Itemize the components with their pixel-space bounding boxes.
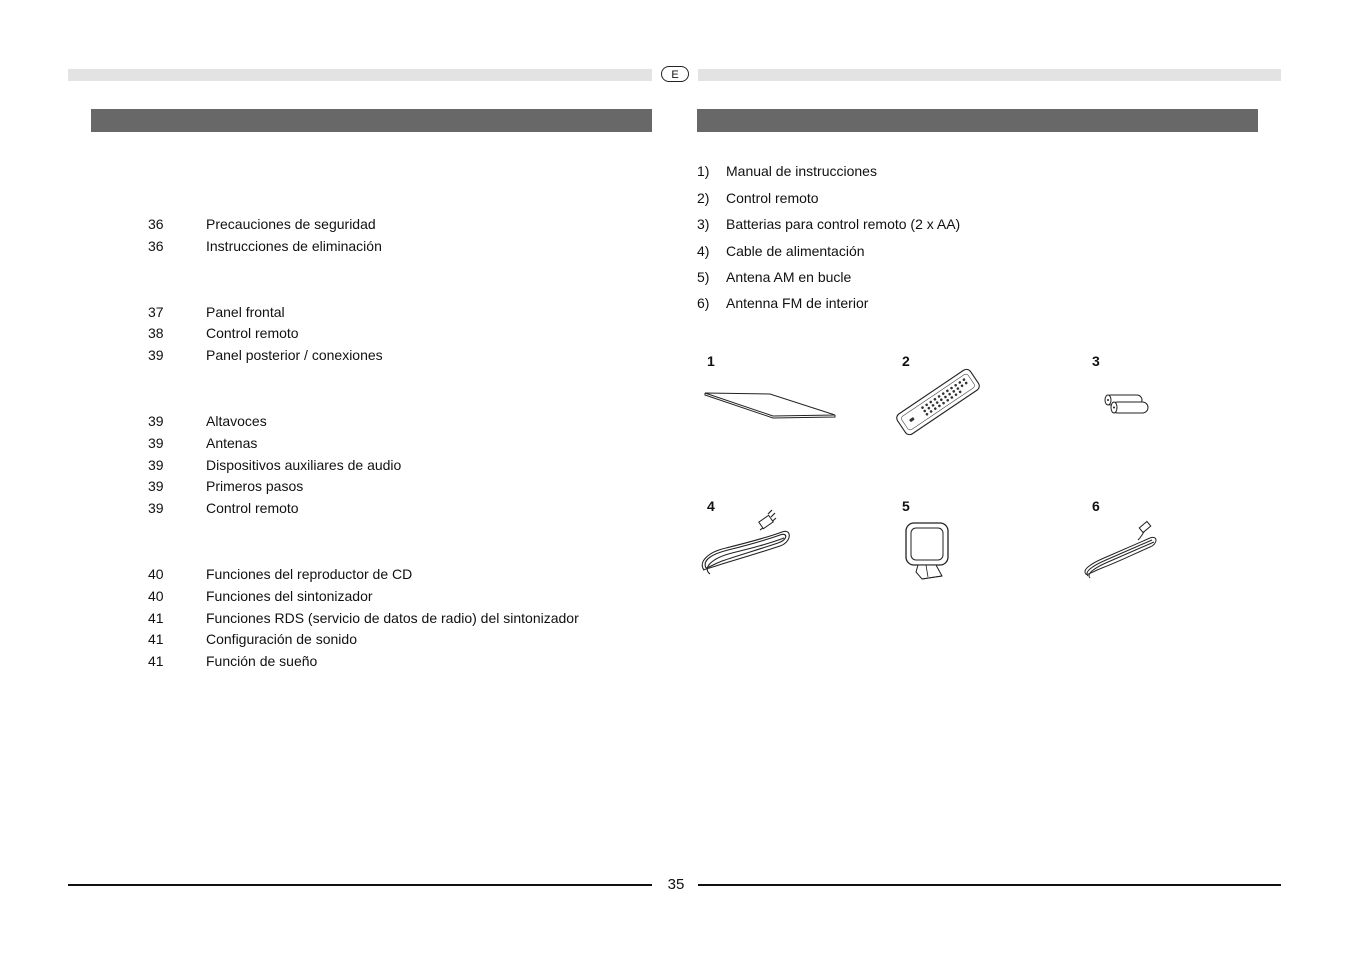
toc-title: Control remoto bbox=[206, 325, 299, 341]
toc-page: 38 bbox=[148, 325, 164, 341]
toc-page: 40 bbox=[148, 588, 164, 604]
item-label: Batterias para control remoto (2 x AA) bbox=[726, 216, 961, 232]
toc-title: Configuración de sonido bbox=[206, 631, 357, 647]
header-bar-right bbox=[698, 69, 1281, 81]
footer-rule-right bbox=[698, 884, 1281, 886]
item-label: Antenna FM de interior bbox=[726, 295, 869, 311]
toc-title: Funciones RDS (servicio de datos de radio) del sintonizador bbox=[206, 610, 579, 626]
toc-page: 41 bbox=[148, 610, 164, 626]
toc-page: 39 bbox=[148, 347, 164, 363]
toc-page: 41 bbox=[148, 631, 164, 647]
toc-page: 39 bbox=[148, 478, 164, 494]
item-label: Cable de alimentación bbox=[726, 243, 865, 259]
toc-title: Antenas bbox=[206, 435, 258, 451]
item-number: 5) bbox=[697, 269, 710, 285]
toc-title: Precauciones de seguridad bbox=[206, 216, 376, 232]
page-number: 35 bbox=[667, 876, 685, 893]
toc-title: Dispositivos auxiliares de audio bbox=[206, 457, 402, 473]
header-bar-left bbox=[68, 69, 652, 81]
toc-page: 36 bbox=[148, 216, 164, 232]
toc-page: 39 bbox=[148, 413, 164, 429]
toc-section-bar bbox=[91, 109, 652, 132]
toc-page: 40 bbox=[148, 566, 164, 582]
toc-page: 41 bbox=[148, 653, 164, 669]
item-number: 6) bbox=[697, 295, 710, 311]
toc-page: 39 bbox=[148, 435, 164, 451]
item-number: 4) bbox=[697, 243, 710, 259]
toc-page: 37 bbox=[148, 304, 164, 320]
fm-wire-antenna-icon bbox=[1080, 520, 1160, 580]
figure-number: 2 bbox=[902, 353, 910, 369]
figure-number: 1 bbox=[707, 353, 715, 369]
item-label: Control remoto bbox=[726, 190, 819, 206]
accessories-section-bar bbox=[697, 109, 1258, 132]
toc-page: 39 bbox=[148, 457, 164, 473]
toc-page: 39 bbox=[148, 500, 164, 516]
figure-number: 6 bbox=[1092, 498, 1100, 514]
figure-number: 5 bbox=[902, 498, 910, 514]
toc-title: Control remoto bbox=[206, 500, 299, 516]
toc-title: Altavoces bbox=[206, 413, 267, 429]
language-badge: E bbox=[661, 66, 689, 82]
toc-title: Funciones del sintonizador bbox=[206, 588, 373, 604]
batteries-icon bbox=[1100, 392, 1152, 416]
toc-title: Primeros pasos bbox=[206, 478, 304, 494]
footer-rule-left bbox=[68, 884, 652, 886]
toc-title: Funciones del reproductor de CD bbox=[206, 566, 413, 582]
item-number: 1) bbox=[697, 163, 710, 179]
item-number: 3) bbox=[697, 216, 710, 232]
item-label: Manual de instrucciones bbox=[726, 163, 877, 179]
am-loop-antenna-icon bbox=[898, 518, 958, 584]
manual-booklet-icon bbox=[700, 388, 840, 422]
toc-title: Panel posterior / conexiones bbox=[206, 347, 383, 363]
item-number: 2) bbox=[697, 190, 710, 206]
toc-page: 36 bbox=[148, 238, 164, 254]
figure-number: 4 bbox=[707, 498, 715, 514]
power-cable-icon bbox=[696, 508, 798, 580]
toc-title: Instrucciones de eliminación bbox=[206, 238, 382, 254]
figure-number: 3 bbox=[1092, 353, 1100, 369]
remote-control-icon bbox=[890, 362, 986, 442]
toc-title: Función de sueño bbox=[206, 653, 318, 669]
toc-title: Panel frontal bbox=[206, 304, 285, 320]
item-label: Antena AM en bucle bbox=[726, 269, 852, 285]
